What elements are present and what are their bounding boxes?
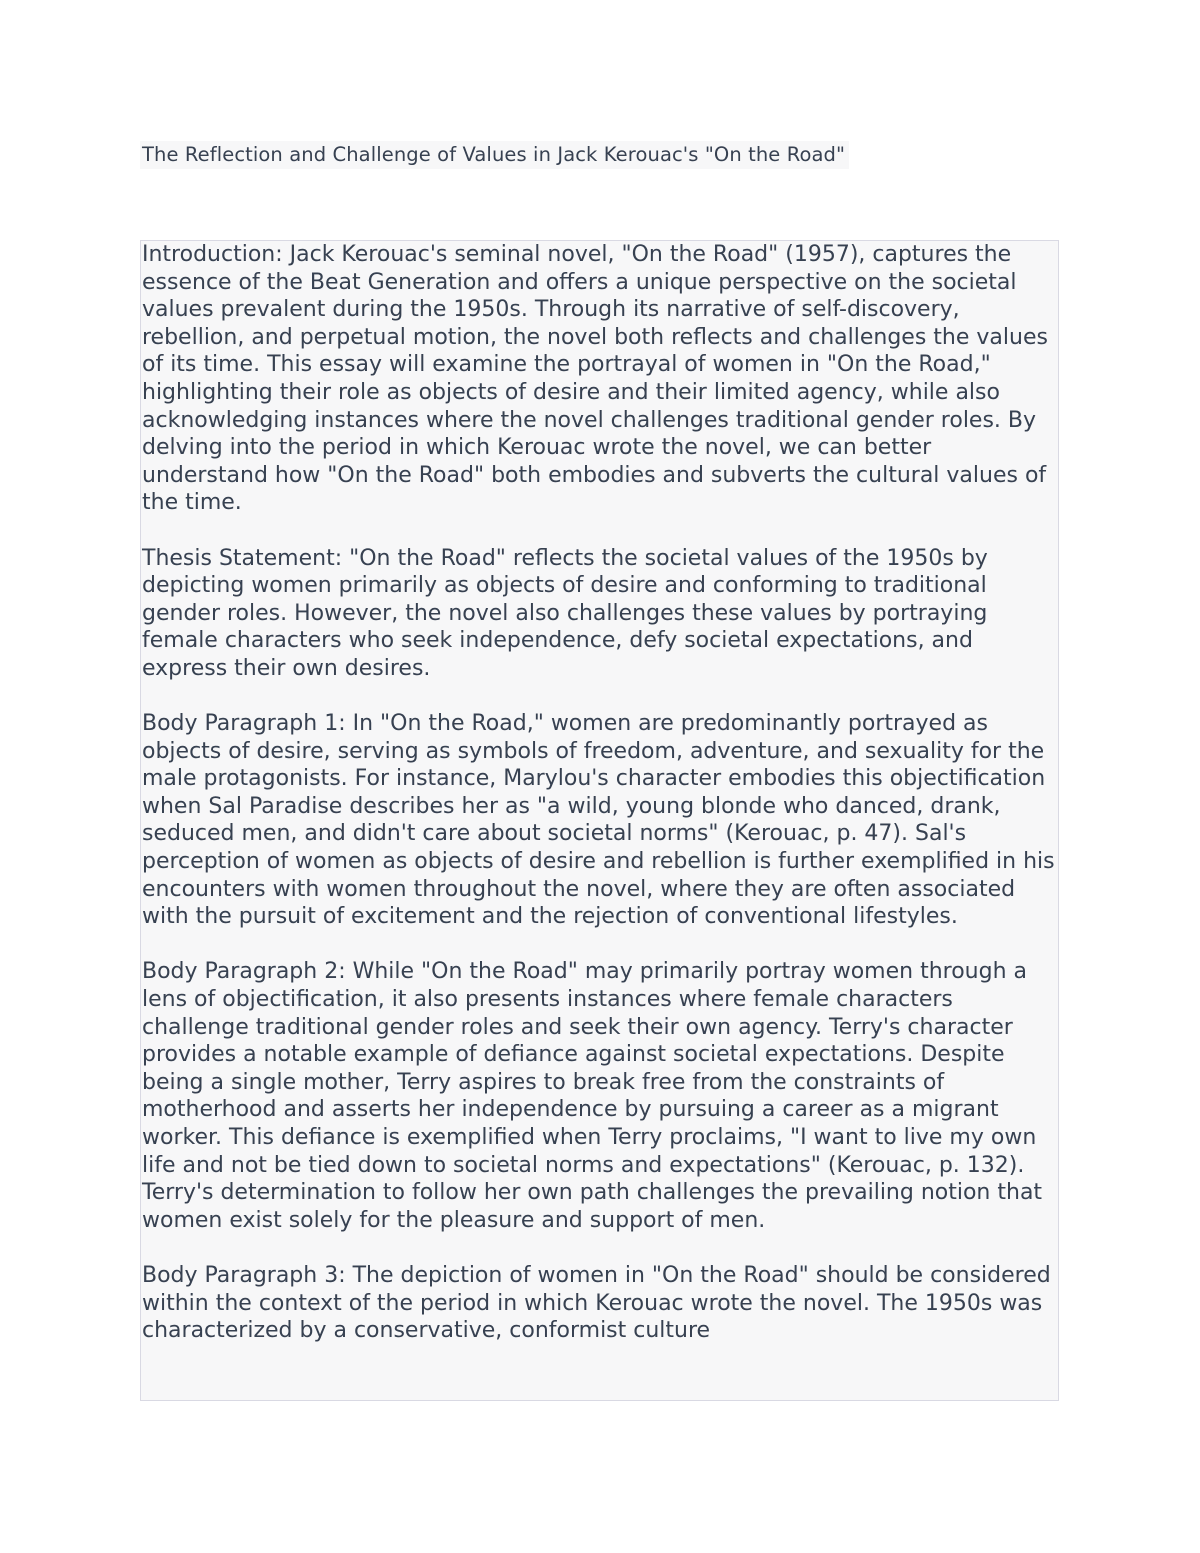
document-title: The Reflection and Challenge of Values in Jack Kerouac's "On the Road" bbox=[140, 141, 849, 169]
body-paragraph-2: Body Paragraph 2: While "On the Road" may primarily portray women through a lens of objectification, it also presents instances where female characters challenge traditional gender roles and seek their own agency. Terry's character provides a notable example of defiance against societal expectations. Despite being a single mother, Terry aspires to break free from the constraints of motherhood and asserts her independence by pursuing a career as a migrant worker. This defiance is exemplified when Terry proclaims, "I want to live my own life and not be tied down to societal norms and expectations" (Kerouac, p. 132). Terry's determination to follow her own path challenges the prevailing notion that women exist solely for the pleasure and support of men. bbox=[142, 959, 1043, 1233]
essay-text-block bbox=[140, 240, 1059, 1401]
introduction-paragraph: Introduction: Jack Kerouac's seminal novel, "On the Road" (1957), captures the essence of the Beat Generation and offers a unique perspective on the societal values prevalent during the 1950s. Through its narrative of self-discovery, rebellion, and perpetual motion, the novel both reflects and challenges the values of its time. This essay will examine the portrayal of women in "On the Road," highlighting their role as objects of desire and their limited agency, while also acknowledging instances where the novel challenges traditional gender roles. By delving into the period in which Kerouac wrote the novel, we can better understand how "On the Road" both embodies and subverts the cultural values of the time. bbox=[142, 242, 1048, 516]
body-paragraph-3: Body Paragraph 3: The depiction of women in "On the Road" should be considered within the context of the period in which Kerouac wrote the novel. The 1950s was characterized by a conservative, conformist culture bbox=[142, 1262, 1051, 1344]
body-paragraph-1: Body Paragraph 1: In "On the Road," women are predominantly portrayed as objects of desire, serving as symbols of freedom, adventure, and sexuality for the male protagonists. For instance, Marylou's character embodies this objectification when Sal Paradise describes her as "a wild, young blonde who danced, drank, seduced men, and didn't care about societal norms" (Kerouac, p. 47). Sal's perception of women as objects of desire and rebellion is further exemplified in his encounters with women throughout the novel, where they are often associated with the pursuit of excitement and the rejection of conventional lifestyles. bbox=[142, 711, 1055, 930]
essay-body bbox=[141, 241, 1058, 1345]
thesis-paragraph: Thesis Statement: "On the Road" reflects the societal values of the 1950s by depicting women primarily as objects of desire and conforming to traditional gender roles. However, the novel also challenges these values by portraying female characters who seek independence, defy societal expectations, and express their own desires. bbox=[142, 545, 988, 681]
